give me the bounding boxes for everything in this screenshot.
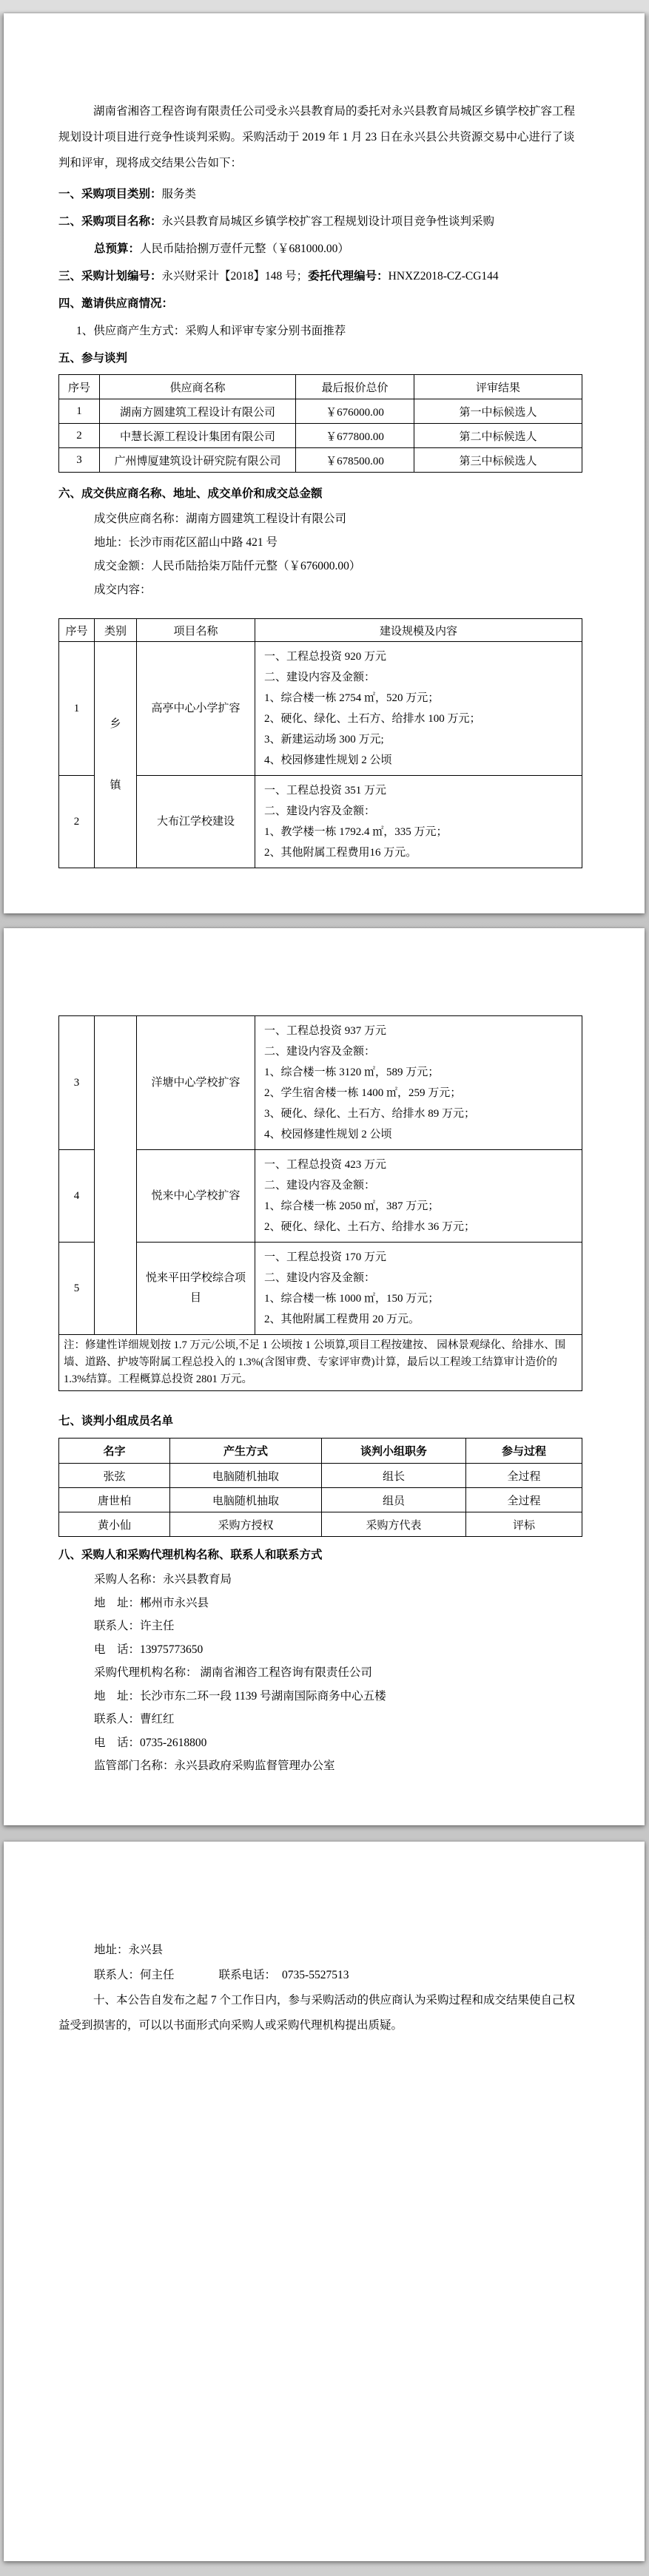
project-table-header-row [59, 619, 582, 642]
scope-line: 一、工程总投资 170 万元 [264, 1251, 387, 1263]
project-header-no: 序号 [59, 619, 95, 642]
team-table-header-row [59, 1439, 582, 1464]
project-note-row [59, 1335, 582, 1391]
supervision-address-line: 地址：永兴县 [94, 1944, 164, 1956]
supervision-contact-line [58, 1963, 582, 1988]
scope-line: 1、教学楼一栋 1792.4 ㎡，335 万元； [264, 826, 448, 838]
winner-name-line: 成交供应商名称：湖南方圆建筑工程设计有限公司 [94, 513, 347, 525]
project-scope-cell [255, 1243, 582, 1335]
project-no: 2 [59, 776, 95, 868]
bid-cell: 第一中标候选人 [414, 399, 582, 424]
scope-line: 一、工程总投资 423 万元 [264, 1159, 387, 1171]
team-row-2 [59, 1488, 582, 1512]
project-row-3 [59, 1016, 582, 1150]
scope-line: 二、建设内容及金额： [264, 1046, 376, 1058]
scope-line: 2、硬化、绿化、土石方、给排水 36 万元； [264, 1221, 476, 1233]
agency-address-line: 地 址：长沙市东二环一段 1139 号湖南国际商务中心五楼 [94, 1689, 386, 1703]
section-1-value: 服务类 [161, 188, 197, 200]
bid-cell: 广州博厦建筑设计研究院有限公司 [100, 448, 296, 473]
agency-number-label: 委托代理编号： [308, 270, 389, 283]
bid-table-header-row [59, 375, 582, 399]
scope-line: 2、其他附属工程费用 20 万元。 [264, 1314, 420, 1325]
scope-line: 二、建设内容及金额： [264, 1272, 376, 1284]
plan-number-value: 永兴财采计【2018】148 号； [161, 270, 309, 283]
team-cell: 唐世柏 [59, 1488, 170, 1512]
project-no: 3 [59, 1016, 95, 1150]
scope-line: 一、工程总投资 937 万元 [264, 1025, 387, 1037]
project-scope-cell [255, 642, 582, 776]
intro-paragraph: 湖南省湘咨工程咨询有限责任公司受永兴县教育局的委托对永兴县教育局城区乡镇学校扩容工程规划设计项目进行竞争性谈判采购。采购活动于 2019 年 1 月 23 日在永兴县公共资源交易中心进行了谈判和评审，现将成交结果公告如下： [58, 105, 576, 169]
section-1-label: 一、采购项目类别： [58, 188, 162, 200]
project-category-cell-empty [95, 1016, 137, 1335]
bid-table-row-3 [59, 448, 582, 473]
project-row-5 [59, 1243, 582, 1335]
project-no: 4 [59, 1150, 95, 1243]
plan-number-label: 三、采购计划编号： [58, 270, 162, 283]
bid-cell: ￥678500.00 [296, 448, 414, 473]
agency-phone-line: 电 话：0735-2618800 [94, 1736, 207, 1749]
scope-line: 二、建设内容及金额： [264, 672, 376, 683]
contact-phone-label: 联系电话： [218, 1969, 277, 1981]
scope-line: 4、校园修建性规划 2 公顷 [264, 754, 392, 766]
section-5-heading: 五、参与谈判 [58, 352, 128, 365]
scope-line: 1、综合楼一栋 2754 ㎡，520 万元； [264, 692, 440, 704]
agency-contact-line: 联系人：曹红红 [94, 1713, 175, 1725]
section-7-heading: 七、谈判小组成员名单 [58, 1415, 174, 1427]
project-header-name: 项目名称 [137, 619, 255, 642]
project-scope-cell [255, 1016, 582, 1150]
budget-value: 人民币陆拾捌万壹仟元整（￥681000.00） [140, 243, 349, 255]
project-name: 高亭中心小学扩容 [137, 642, 255, 776]
scope-line: 3、硬化、绿化、土石方、给排水 89 万元； [264, 1108, 476, 1120]
project-name: 洋塘中心学校扩容 [137, 1016, 255, 1150]
bid-cell: ￥676000.00 [296, 399, 414, 424]
scope-line: 1、综合楼一栋 1000 ㎡，150 万元； [264, 1293, 440, 1305]
section-4-heading: 四、邀请供应商情况： [58, 297, 174, 310]
section-6-heading: 六、成交供应商名称、地址、成交单价和成交总金额 [58, 487, 323, 500]
bid-cell: 中慧长源工程设计集团有限公司 [100, 424, 296, 448]
category-char-xiang: 乡 [110, 718, 121, 730]
team-cell: 电脑随机抽取 [170, 1464, 322, 1488]
project-no: 5 [59, 1243, 95, 1335]
bid-header-supplier: 供应商名称 [100, 375, 296, 399]
team-cell: 全过程 [466, 1488, 582, 1512]
project-name: 悦来平田学校综合项目 [137, 1243, 255, 1335]
scope-line: 2、学生宿舍楼一栋 1400 ㎡，259 万元； [264, 1087, 462, 1099]
scope-line: 一、工程总投资 920 万元 [264, 651, 387, 663]
negotiation-bid-table [58, 374, 582, 473]
project-no: 1 [59, 642, 95, 776]
section-3-line [58, 263, 582, 290]
winner-address-line: 地址：长沙市雨花区韶山中路 421 号 [94, 536, 278, 549]
scope-line: 1、综合楼一栋 2050 ㎡，387 万元； [264, 1200, 440, 1212]
section-2-value: 永兴县教育局城区乡镇学校扩容工程规划设计项目竞争性谈判采购 [161, 215, 495, 228]
project-table-note: 注：修建性详细规划按 1.7 万元/公顷,不足 1 公顷按 1 公顷算,项目工程按建按、 园林景观绿化、给排水、围墙、道路、护坡等附属工程总投入的 1.3%(含图审费、专家评审费)计算，最后以工程竣工结算审计造价的 1.3%结算。工程概算总投资 2801 万元。 [59, 1335, 582, 1391]
scope-line: 一、工程总投资 351 万元 [264, 785, 387, 797]
agency-number-value: HNXZ2018-CZ-CG144 [388, 270, 499, 283]
bid-cell: 第二中标候选人 [414, 424, 582, 448]
contact-name: 何主任 [140, 1969, 175, 1981]
team-cell: 全过程 [466, 1464, 582, 1488]
project-row-1 [59, 642, 582, 776]
team-header-name: 名字 [59, 1439, 170, 1464]
deal-content-label: 成交内容： [94, 584, 152, 596]
document-page-1 [4, 13, 645, 913]
supervision-department-line: 监管部门名称：永兴县政府采购监督管理办公室 [94, 1759, 335, 1772]
team-cell: 组员 [322, 1488, 466, 1512]
budget-label: 总预算： [94, 243, 141, 255]
bid-table-row-2 [59, 424, 582, 448]
bid-table-row-1 [59, 399, 582, 424]
scope-line: 2、其他附属工程费用16 万元。 [264, 847, 417, 859]
team-cell: 采购方代表 [322, 1512, 466, 1537]
bid-header-price: 最后报价总价 [296, 375, 414, 399]
category-char-zhen: 镇 [110, 780, 121, 791]
team-cell: 评标 [466, 1512, 582, 1537]
section-2-label: 二、采购项目名称： [58, 215, 162, 228]
project-table-part1 [58, 618, 582, 868]
team-header-role: 谈判小组职务 [322, 1439, 466, 1464]
contact-label: 联系人： [94, 1969, 141, 1981]
project-name: 悦来中心学校扩容 [137, 1150, 255, 1243]
budget-line [58, 235, 582, 263]
negotiation-team-table [58, 1438, 582, 1537]
scope-line: 4、校园修建性规划 2 公顷 [264, 1129, 392, 1140]
project-header-scope: 建设规模及内容 [255, 619, 582, 642]
supplier-method-line: 1、供应商产生方式：采购人和评审专家分别书面推荐 [76, 325, 346, 337]
section-10-paragraph: 十、本公告自发布之起 7 个工作日内，参与采购活动的供应商认为采购过程和成交结果使自己权益受到损害的，可以以书面形式向采购人或采购代理机构提出质疑。 [58, 1994, 576, 2032]
bid-header-no: 序号 [59, 375, 100, 399]
document-page-3 [4, 1842, 645, 2561]
team-cell: 黄小仙 [59, 1512, 170, 1537]
project-name: 大布江学校建设 [137, 776, 255, 868]
project-row-2 [59, 776, 582, 868]
bid-header-result: 评审结果 [414, 375, 582, 399]
team-row-1 [59, 1464, 582, 1488]
bid-cell: 1 [59, 399, 100, 424]
project-scope-cell [255, 1150, 582, 1243]
section-1-line [58, 180, 582, 208]
team-cell: 电脑随机抽取 [170, 1488, 322, 1512]
bid-cell: 2 [59, 424, 100, 448]
bid-cell: 湖南方圆建筑工程设计有限公司 [100, 399, 296, 424]
contact-phone-value: 0735-5527513 [282, 1969, 349, 1981]
team-header-method: 产生方式 [170, 1439, 322, 1464]
purchaser-name-line: 采购人名称：永兴县教育局 [94, 1573, 232, 1586]
purchaser-address-line: 地 址：郴州市永兴县 [94, 1596, 209, 1609]
team-cell: 采购方授权 [170, 1512, 322, 1537]
scope-line: 二、建设内容及金额： [264, 1180, 376, 1191]
team-cell: 组长 [322, 1464, 466, 1488]
bid-cell: 第三中标候选人 [414, 448, 582, 473]
team-cell: 张弦 [59, 1464, 170, 1488]
purchaser-contact-line: 联系人：许主任 [94, 1620, 175, 1632]
document-page-2 [4, 928, 645, 1825]
bid-cell: 3 [59, 448, 100, 473]
project-category-cell [95, 642, 137, 868]
agency-name-line: 采购代理机构名称： 湖南省湘咨工程咨询有限责任公司 [94, 1666, 372, 1679]
purchaser-phone-line: 电 话：13975773650 [94, 1643, 204, 1656]
winner-amount-line: 成交金额：人民币陆拾柒万陆仟元整（￥676000.00） [94, 560, 361, 572]
section-8-heading: 八、采购人和采购代理机构名称、联系人和联系方式 [58, 1549, 323, 1561]
scope-line: 1、综合楼一栋 3120 ㎡，589 万元； [264, 1066, 440, 1078]
project-scope-cell [255, 776, 582, 868]
section-2-line [58, 208, 582, 235]
project-table-part2 [58, 1015, 582, 1391]
project-row-4 [59, 1150, 582, 1243]
team-header-participation: 参与过程 [466, 1439, 582, 1464]
project-header-category: 类别 [95, 619, 137, 642]
scope-line: 3、新建运动场 300 万元; [264, 734, 384, 746]
scope-line: 2、硬化、绿化、土石方、给排水 100 万元； [264, 713, 481, 725]
team-row-3 [59, 1512, 582, 1537]
scope-line: 二、建设内容及金额： [264, 805, 376, 817]
bid-cell: ￥677800.00 [296, 424, 414, 448]
